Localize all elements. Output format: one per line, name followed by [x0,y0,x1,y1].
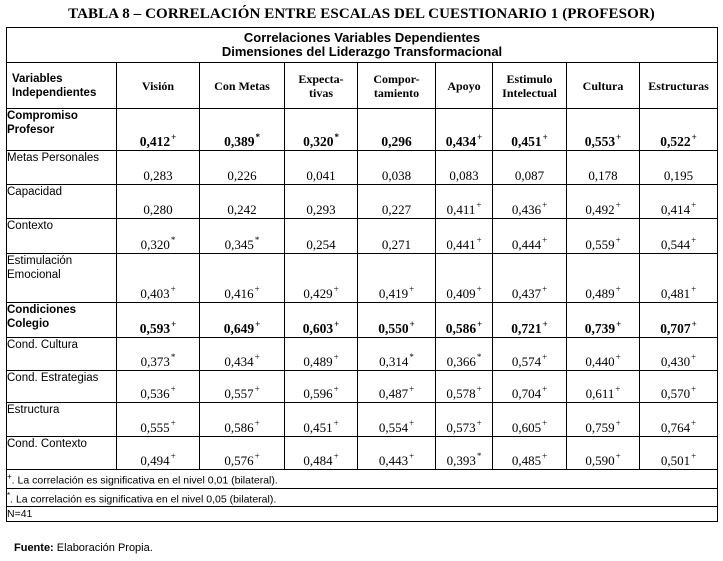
correlation-cell: 0,429+ [285,254,358,303]
significance-mark: + [615,418,621,428]
correlation-cell: 0,434+ [200,338,285,371]
col-vision: Visión [117,63,200,109]
correlation-cell: 0,492+ [567,185,640,219]
significance-mark: + [691,352,697,362]
correlation-cell: 0,271 [358,219,436,254]
correlation-cell: 0,393* [436,437,493,470]
correlation-cell: 0,553+ [567,109,640,151]
significance-mark: + [691,284,697,294]
correlation-cell: 0,441+ [436,219,493,254]
significance-mark: + [333,384,339,394]
col-estimulo: Estimulo Intelectual [493,63,567,109]
row-label: Capacidad [7,185,117,219]
significance-mark: + [171,132,177,142]
significance-mark: + [409,284,415,294]
correlation-cell: 0,573+ [436,403,493,437]
significance-mark: + [615,235,621,245]
col-independent: Variables Independientes [7,63,117,109]
significance-mark: + [542,418,548,428]
correlation-cell: 0,590+ [567,437,640,470]
correlation-cell: 0,409+ [436,254,493,303]
correlation-cell: 0,444+ [493,219,567,254]
table-title: TABLA 8 – CORRELACIÓN ENTRE ESCALAS DEL CUESTIONARIO 1 (PROFESOR) [68,6,655,22]
significance-mark: + [333,352,339,362]
significance-mark: + [254,352,260,362]
col-metas: Con Metas [200,63,285,109]
correlation-cell: 0,721+ [493,303,567,338]
correlation-cell: 0,087 [493,151,567,185]
significance-mark: + [476,418,482,428]
source-note: Fuente: Elaboración Propia. [14,542,153,554]
row-label: Condiciones Colegio [7,303,117,338]
column-header-row [7,63,718,109]
significance-mark: + [615,284,621,294]
col-estructuras: Estructuras [640,63,718,109]
row-label: Compromiso Profesor [7,109,117,151]
significance-mark: * [476,451,482,461]
significance-mark: + [170,284,176,294]
correlation-cell: 0,501+ [640,437,718,470]
significance-mark: + [254,384,260,394]
correlation-cell: 0,574+ [493,338,567,371]
table-row [7,219,718,254]
significance-mark: + [409,384,415,394]
correlation-cell: 0,487+ [358,371,436,403]
correlation-cell: 0,041 [285,151,358,185]
significance-mark: + [542,319,548,329]
significance-mark: + [477,132,483,142]
correlation-cell: 0,320* [285,109,358,151]
correlation-cell: 0,559+ [567,219,640,254]
significance-mark: + [615,352,621,362]
correlation-cell: 0,596+ [285,371,358,403]
correlation-cell: 0,345* [200,219,285,254]
correlation-cell: 0,586+ [200,403,285,437]
correlation-cell: 0,403+ [117,254,200,303]
correlation-cell: 0,605+ [493,403,567,437]
correlation-cell: 0,481+ [640,254,718,303]
row-label: Estimulación Emocional [7,254,117,303]
correlation-cell: 0,485+ [493,437,567,470]
correlation-cell: 0,554+ [358,403,436,437]
significance-mark: + [542,451,548,461]
significance-mark: + [542,132,548,142]
significance-mark: + [171,319,177,329]
correlation-cell: 0,083 [436,151,493,185]
significance-mark: + [616,319,622,329]
correlation-cell: 0,283 [117,151,200,185]
correlation-cell: 0,227 [358,185,436,219]
significance-mark: * [170,352,176,362]
significance-mark: + [476,200,482,210]
correlation-cell: 0,707+ [640,303,718,338]
significance-mark: + [542,352,548,362]
correlation-cell: 0,412+ [117,109,200,151]
correlation-cell: 0,389* [200,109,285,151]
correlation-cell: 0,434+ [436,109,493,151]
correlation-cell: 0,555+ [117,403,200,437]
significance-mark: + [542,284,548,294]
correlation-cell: 0,536+ [117,371,200,403]
correlation-cell: 0,603+ [285,303,358,338]
table-row [7,403,718,437]
correlation-cell: 0,550+ [358,303,436,338]
significance-mark: + [691,319,697,329]
row-label: Contexto [7,219,117,254]
correlation-cell: 0,293 [285,185,358,219]
significance-mark: + [615,200,621,210]
significance-mark: + [476,284,482,294]
table-header [7,28,718,63]
significance-mark: * [334,132,339,142]
col-expectativas: Expecta- tivas [285,63,358,109]
correlation-cell: 0,440+ [567,338,640,371]
correlation-cell: 0,443+ [358,437,436,470]
significance-mark: + [691,132,697,142]
significance-mark: + [542,384,548,394]
significance-mark: + [409,418,415,428]
table-row [7,151,718,185]
correlation-cell: 0,586+ [436,303,493,338]
table-row [7,437,718,470]
correlation-table [6,27,718,522]
significance-mark: + [691,200,697,210]
header-line-1: Correlaciones Variables Dependientes [243,30,481,45]
correlation-cell: 0,296 [358,109,436,151]
significance-mark: + [170,451,176,461]
correlation-cell: 0,739+ [567,303,640,338]
correlation-cell: 0,320* [117,219,200,254]
significance-mark: + [254,284,260,294]
correlation-cell: 0,489+ [567,254,640,303]
correlation-cell: 0,704+ [493,371,567,403]
col-apoyo: Apoyo [436,63,493,109]
significance-mark: + [334,319,340,329]
significance-mark: + [255,319,261,329]
correlation-cell: 0,593+ [117,303,200,338]
correlation-cell: 0,373* [117,338,200,371]
correlation-cell: 0,242 [200,185,285,219]
significance-mark: + [542,200,548,210]
correlation-cell: 0,489+ [285,338,358,371]
significance-mark: + [333,418,339,428]
significance-mark: + [170,418,176,428]
correlation-cell: 0,419+ [358,254,436,303]
correlation-cell: 0,570+ [640,371,718,403]
correlation-cell: 0,414+ [640,185,718,219]
significance-mark: + [333,284,339,294]
correlation-cell: 0,430+ [640,338,718,371]
correlation-cell: 0,314* [358,338,436,371]
significance-mark: * [170,235,176,245]
table-row [7,338,718,371]
correlation-cell: 0,484+ [285,437,358,470]
significance-mark: + [616,132,622,142]
note-significance-001: +. La correlación es significativa en el nivel 0,01 (bilateral). [7,470,718,489]
correlation-cell: 0,366* [436,338,493,371]
correlation-cell: 0,436+ [493,185,567,219]
correlation-cell: 0,764+ [640,403,718,437]
correlation-cell: 0,416+ [200,254,285,303]
row-label: Cond. Cultura [7,338,117,371]
table-row [7,109,718,151]
significance-mark: + [615,451,621,461]
correlation-cell: 0,254 [285,219,358,254]
correlation-cell: 0,280 [117,185,200,219]
significance-mark: + [409,319,415,329]
significance-mark: + [691,451,697,461]
significance-mark: + [409,451,415,461]
significance-mark: + [476,384,482,394]
correlation-cell: 0,195 [640,151,718,185]
significance-mark: + [691,384,697,394]
significance-mark: + [691,235,697,245]
significance-mark: + [170,384,176,394]
significance-mark: * [255,132,260,142]
correlation-cell: 0,759+ [567,403,640,437]
significance-mark: + [542,235,548,245]
correlation-cell: 0,226 [200,151,285,185]
table-row [7,371,718,403]
col-cultura: Cultura [567,63,640,109]
table-row [7,254,718,303]
row-label: Cond. Estrategias [7,371,117,403]
significance-mark: * [476,352,482,362]
correlation-cell: 0,522+ [640,109,718,151]
correlation-cell: 0,494+ [117,437,200,470]
correlation-cell: 0,437+ [493,254,567,303]
correlation-cell: 0,576+ [200,437,285,470]
row-label: Metas Personales [7,151,117,185]
col-comportamiento: Compor- tamiento [358,63,436,109]
header-line-2: Dimensiones del Liderazgo Transformacional [221,44,503,59]
significance-mark: + [477,319,483,329]
correlation-cell: 0,411+ [436,185,493,219]
significance-mark: + [476,235,482,245]
correlation-cell: 0,649+ [200,303,285,338]
significance-mark: + [615,384,621,394]
table-row [7,303,718,338]
correlation-cell: 0,557+ [200,371,285,403]
correlation-cell: 0,611+ [567,371,640,403]
significance-mark: + [691,418,697,428]
table-row [7,185,718,219]
correlation-cell: 0,451+ [493,109,567,151]
significance-mark: * [254,235,260,245]
correlation-cell: 0,544+ [640,219,718,254]
significance-mark: + [254,451,260,461]
row-label: Cond. Contexto [7,437,117,470]
correlation-cell: 0,451+ [285,403,358,437]
note-significance-005: *. La correlación es significativa en el nivel 0,05 (bilateral). [7,488,718,507]
correlation-cell: 0,038 [358,151,436,185]
significance-mark: + [333,451,339,461]
note-sample-size: N=41 [7,507,718,522]
significance-mark: * [409,352,414,362]
row-label: Estructura [7,403,117,437]
significance-mark: + [254,418,260,428]
correlation-cell: 0,178 [567,151,640,185]
correlation-cell: 0,578+ [436,371,493,403]
